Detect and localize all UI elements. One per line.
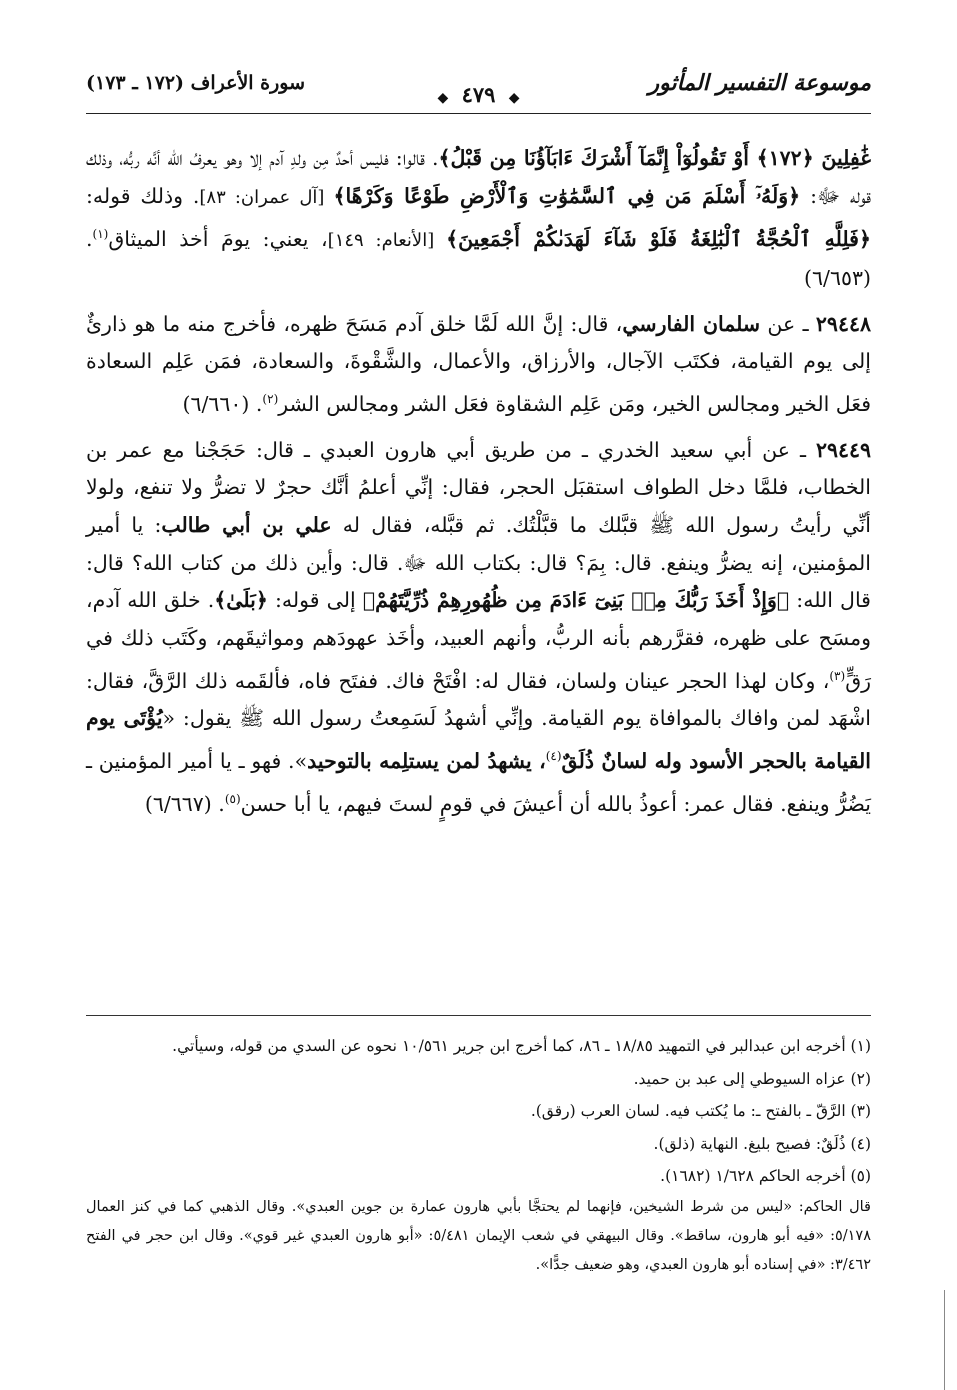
page-number-block bbox=[431, 82, 525, 107]
text-segment: . وذلك قوله: bbox=[86, 183, 200, 208]
text-segment: ، قال: إنَّ الله لَمَّا خلق آدم مَسَحَ ظهره، فأخرج منه ما هو ذارئٌ إلى يوم القيامة، فكتَب الآجال، والأرزاق، والأعمال، والشَّقْوةَ، والسعادة، فمَن عَلِم السعادة فعَل الخير ومجالس الخير، ومَن عَلِم الشقاوة فعَل الشر ومجالس الشر bbox=[86, 311, 871, 416]
header-divider bbox=[86, 113, 871, 114]
footnotes bbox=[86, 1030, 871, 1280]
surah-title: سورة الأعراف (١٧٢ ـ ١٧٣) bbox=[86, 72, 306, 94]
narrator-name: سلمان الفارسي bbox=[622, 311, 761, 336]
text-segment: . قالوا: فليس أحدٌ مِن ولدِ آدم إلا وهو يعرفُ الله أنَّه ربُّه، وذلك قوله ﷻ: bbox=[86, 146, 871, 208]
page-number: ٤٧٩ bbox=[461, 82, 496, 107]
ornament-left: ◆ bbox=[437, 90, 449, 106]
footnote-4: (٤) ذُلَقٌ: فصيح بليغ. النهاية (ذلق). bbox=[653, 1134, 871, 1153]
text-segment: ، وكان لهذا الحجر عينان ولسان، فقال له: افْتَحْ فاك. ففتَح فاه، فألقَمه ذلك الرَّقَّ، فقال: اشْهَد لمن وافاك بالموافاة يوم القيامة. وإنِّي أشهدُ لَسَمِعتُ رسول الله ﷺ يقول: « bbox=[86, 668, 872, 731]
book-title: موسوعة التفسير المأثور bbox=[648, 70, 871, 96]
main-text bbox=[86, 140, 871, 823]
text-segment: . (٦/٦٥٣) bbox=[86, 227, 871, 290]
paragraph-gap bbox=[86, 424, 871, 432]
footnote-marker[interactable]: (٤) bbox=[545, 749, 562, 764]
narrator-name: علي بن أبي طالب bbox=[161, 512, 332, 537]
page-edge-line bbox=[944, 1290, 945, 1390]
footnote-marker[interactable]: (٢) bbox=[262, 392, 279, 407]
footnote-divider bbox=[86, 1015, 871, 1016]
text-segment: إلى قوله: bbox=[267, 588, 363, 613]
text-segment: ـ عن أبي سعيد الخدري ـ من طريق أبي هارون العبدي ـ قال: حَجَجْنا مع عمر بن الخطاب، فلمَّا دخل الطواف استقبَل الحجر، فقال: إنِّي أعلمُ أنَّك حجرٌ لا تضرُّ ولا تنفع، ولولا أنِّي رأيتُ رسول الله ﷺ قبَّلك ما قبَّلْتُك. ثم قبَّله، فقال له bbox=[86, 437, 871, 537]
quran-verse: ﴿بَلَىٰ﴾ bbox=[214, 588, 268, 613]
ornament-right: ◆ bbox=[508, 90, 520, 106]
paragraph-continuation bbox=[86, 140, 871, 298]
prophetic-saying: ، يشهدُ لمن يستلِمه بالتوحيد bbox=[307, 748, 546, 773]
footnote-5: (٥) أخرجه الحاكم ١/٦٢٨ (١٦٨٢). bbox=[660, 1167, 871, 1185]
text-segment: . (٦/٦٦٧) bbox=[144, 791, 225, 816]
verse-reference: [الأنعام: ١٤٩] bbox=[327, 230, 447, 252]
text-segment: . خلق الله آدم، ومسَح على ظهره، فقرَّرهم بأنه الربُّ، وأنهم العبيد، وأخَذ عهودَهم ومواثيقَهم، وكَتَب ذلك في رَقٍّ bbox=[86, 588, 871, 693]
footnote-3: (٣) الرَّقّ ـ بالفتح ـ: ما يُكتب فيه. لسان العرب (رقق). bbox=[530, 1102, 871, 1120]
hadith-29449 bbox=[86, 432, 871, 824]
quran-verse: غَٰفِلِينَ ﴿١٧٢﴾ أَوْ تَقُولُوٓاْ إِنَّمَآ أَشْرَكَ ءَابَآؤُنَا مِن قَبْلُ﴾ bbox=[438, 146, 872, 170]
footnote-5-continuation: قال الحاكم: «ليس من شرط الشيخين، فإنهما لم يحتجَّا بأبي هارون عمارة بن جوين العبدي». وقال الذهبي كما في كنز العمال ٥/١٧٨: «فيه أبو هارون، ساقط». وقال البيهقي في شعب الإيمان ٥/٤٨١: «أبو هارون العبدي غير قوي». وقال ابن حجر في الفتح ٣/٤٦٢: «في إسناده أبو هارون العبدي، وهو ضعيف جدًّا». bbox=[86, 1198, 871, 1273]
page-header bbox=[86, 70, 871, 110]
text-segment: . (٦/٦٦٠) bbox=[182, 391, 263, 416]
paragraph-gap bbox=[86, 298, 871, 306]
hadith-29448 bbox=[86, 306, 871, 424]
footnote-marker[interactable]: (٥) bbox=[224, 791, 241, 806]
quran-verse: ﴿وَإِذْ أَخَذَ رَبُّكَ مِنۢ بَنِىٓ ءَادَمَ مِن ظُهُورِهِمْ ذُرِّيَّتَهُمْ﴾ bbox=[362, 588, 790, 613]
text-segment: ـ عن bbox=[760, 311, 816, 336]
verse-reference: [آل عمران: ٨٣] bbox=[199, 186, 334, 208]
footnote-marker[interactable]: (١) bbox=[92, 227, 109, 242]
footnote-marker[interactable]: (٣) bbox=[829, 668, 846, 683]
text-segment: : يا أمير المؤمنين، إنه يضرُّ وينفع. قال: بِمَ؟ قال: بكتاب الله ﷻ. قال: وأين ذلك من كتاب الله؟ قال: قال الله: bbox=[86, 512, 871, 613]
quran-verse: ﴿وَلَهُۥٓ أَسْلَمَ مَن فِي ٱلسَّمَٰوَٰتِ وَٱلْأَرْضِ طَوْعًا وَكَرْهًا﴾ bbox=[333, 183, 801, 208]
hadith-number: ٢٩٤٤٩ bbox=[815, 437, 871, 462]
footnote-2: (٢) عزاه السيوطي إلى عبد بن حميد. bbox=[633, 1069, 871, 1088]
prophetic-saying: يُؤْتَى يوم القيامة بالحجر الأسود وله لسانٌ ذُلَقٌ bbox=[86, 706, 871, 773]
text-segment: ». فهو ـ يا أمير المؤمنين ـ يَضُرُّ وينفع. فقال عمر: أعوذُ بالله أن أعيشَ في قومٍ لستَ فيهم، يا أبا حسن bbox=[86, 748, 871, 816]
hadith-number: ٢٩٤٤٨ bbox=[815, 311, 871, 336]
footnote-1: (١) أخرجه ابن عبدالبر في التمهيد ١٨/٨٥ ـ ٨٦، كما أخرج ابن جرير ١٠/٥٦١ نحوه عن السدي من قوله، وسيأتي. bbox=[172, 1037, 871, 1055]
text-segment: ، يعني: يومَ أخذ الميثاق bbox=[108, 227, 328, 252]
quran-verse: ﴿فَلِلَّهِ ٱلْحُجَّةُ ٱلْبَٰلِغَةُ فَلَوْ شَآءَ لَهَدَىٰكُمْ أَجْمَعِينَ﴾ bbox=[446, 227, 871, 252]
